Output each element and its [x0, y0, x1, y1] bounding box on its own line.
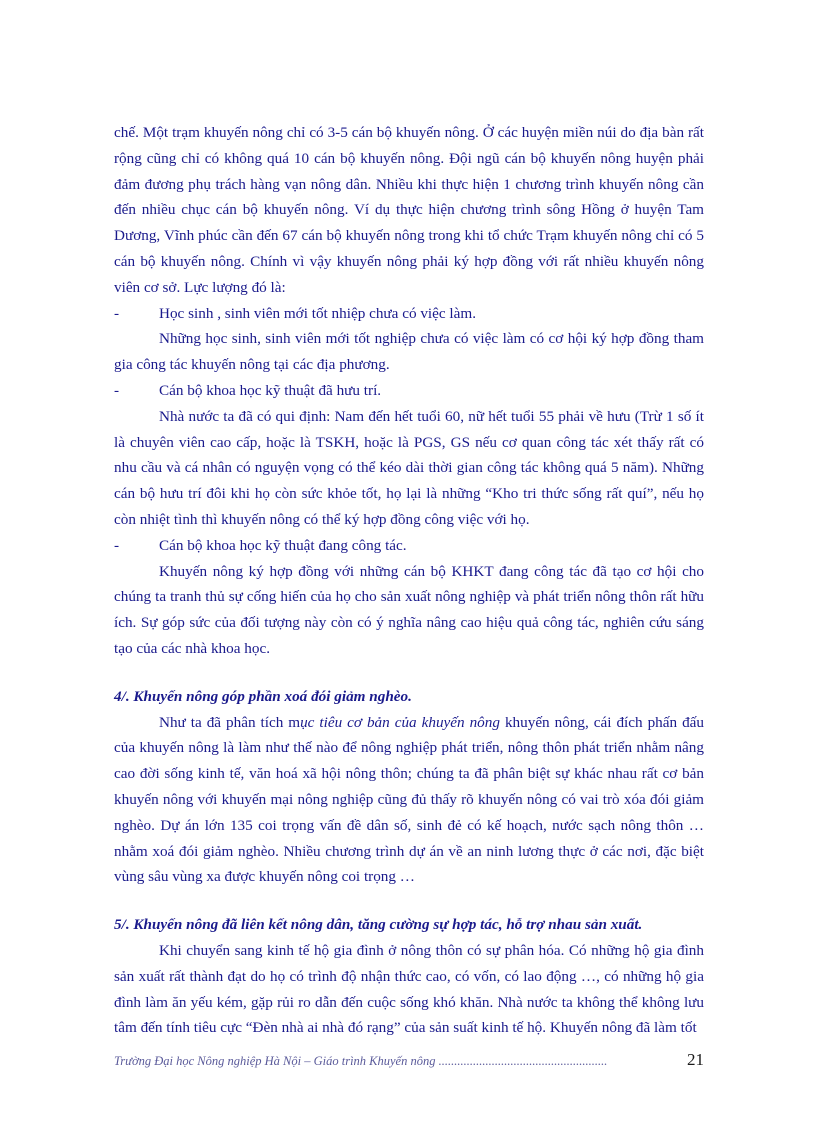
- page-footer: [114, 1050, 704, 1070]
- paragraph-students: Những học sinh, sinh viên mới tốt nghiệp chưa có việc làm có cơ hội ký hợp đồng tham gia công tác khuyến nông tại các địa phương.: [114, 330, 704, 374]
- paragraph-cooperation: Khi chuyển sang kinh tế hộ gia đình ở nông thôn có sự phân hóa. Có những hộ gia đình sản xuất rất thành đạt do họ có trình độ nhận thức cao, có vốn, có lao động …, có những hộ gia đình làm ăn yếu kém, gặp rủi ro dẫn đến cuộc sống khó khăn. Nhà nước ta không thể không lưu tâm đến tính tiêu cực “Đèn nhà ai nhà đó rạng” của sản suất kinh tế hộ. Khuyến nông đã làm tốt: [114, 941, 704, 1037]
- bullet-item-retired: [114, 378, 704, 404]
- page-number: 21: [687, 1050, 704, 1069]
- bullet-dash: -: [114, 304, 120, 322]
- paragraph-poverty: [114, 710, 704, 891]
- bullet-item-working: [114, 533, 704, 559]
- bullet-text: Học sinh , sinh viên mới tốt nhiệp chưa có việc làm.: [159, 304, 476, 322]
- bullet-text: Cán bộ khoa học kỹ thuật đang công tác.: [159, 536, 407, 554]
- section-heading-4: 4/. Khuyến nông góp phần xoá đói giảm nghèo.: [114, 687, 412, 705]
- bullet-item-students: [114, 301, 704, 327]
- bullet-dash: -: [114, 381, 120, 399]
- paragraph-text: khuyến nông, cái đích phấn đấu của khuyến nông là làm như thế nào để nông nghiệp phát triển, nông thôn phát triển nhằm nâng cao đời sống kinh tế, văn hoá xã hội nông thôn; chúng ta đã phân biệt sự khác nhau rất cơ bản khuyến nông với khuyến mại nông nghiệp cũng đủ thấy rõ khuyến nông có vai trò xóa đói giảm nghèo. Dự án lớn 135 coi trọng vấn đề dân số, sinh đẻ có kế hoạch, nước sạch nông thôn …nhằm xoá đói giảm nghèo. Nhiều chương trình dự án về an ninh lương thực ở các nơi, đặc biệt vùng sâu vùng xa được khuyến nông coi trọng …: [114, 713, 704, 886]
- paragraph-text: Như ta đã phân tích m: [159, 713, 301, 731]
- section-heading-5: 5/. Khuyến nông đã liên kết nông dân, tăng cường sự hợp tác, hỗ trợ nhau sản xuất.: [114, 916, 643, 934]
- bullet-text: Cán bộ khoa học kỹ thuật đã hưu trí.: [159, 381, 382, 399]
- paragraph-retired: Nhà nước ta đã có qui định: Nam đến hết tuổi 60, nữ hết tuổi 55 phải về hưu (Trừ 1 số ít là chuyên viên cao cấp, hoặc là TSKH, hoặc là PGS, GS nếu cơ quan công tác xét thấy rất có nhu cầu và cá nhân có nguyện vọng có thể kéo dài thời gian công tác không quá 5 năm). Những cán bộ hưu trí đôi khi họ còn sức khỏe tốt, họ lại là những “Kho tri thức sống rất quí”, nếu họ còn nhiệt tình thì khuyến nông có thể ký hợp đồng công việc với họ.: [114, 407, 704, 528]
- paragraph-working: Khuyến nông ký hợp đồng với những cán bộ KHKT đang công tác đã tạo cơ hội cho chúng ta tranh thủ sự cống hiến của họ cho sản xuất nông nghiệp và phát triển nông thôn rất hữu ích. Sự góp sức của đối tượng này còn có ý nghĩa nâng cao hiệu quả công tác, nghiên cứu sáng tạo của các nhà khoa học.: [114, 562, 704, 657]
- paragraph-intro: chế. Một trạm khuyến nông chỉ có 3-5 cán bộ khuyến nông. Ở các huyện miền núi do địa bàn rất rộng cũng chỉ có không quá 10 cán bộ khuyến nông. Đội ngũ cán bộ khuyến nông huyện phải đảm đương phụ trách hàng vạn nông dân. Nhiều khi thực hiện 1 chương trình khuyến nông cần đến nhiều chục cán bộ khuyến nông. Ví dụ thực hiện chương trình sông Hồng ở huyện Tam Dương, Vĩnh phúc cần đến 67 cán bộ khuyến nông trong khi tổ chức Trạm khuyến nông chỉ có 5 cán bộ khuyến nông. Chính vì vậy khuyến nông phải ký hợp đồng với rất nhiều khuyến nông viên cơ sở. Lực lượng đó là:: [114, 124, 704, 296]
- page-body: [114, 120, 704, 1041]
- emphasis-text: ục tiêu cơ bản của khuyến nông: [300, 713, 500, 731]
- footer-text: Trường Đại học Nông nghiệp Hà Nội – Giáo trình Khuyến nông ......................................................: [114, 1054, 608, 1068]
- bullet-dash: -: [114, 536, 120, 554]
